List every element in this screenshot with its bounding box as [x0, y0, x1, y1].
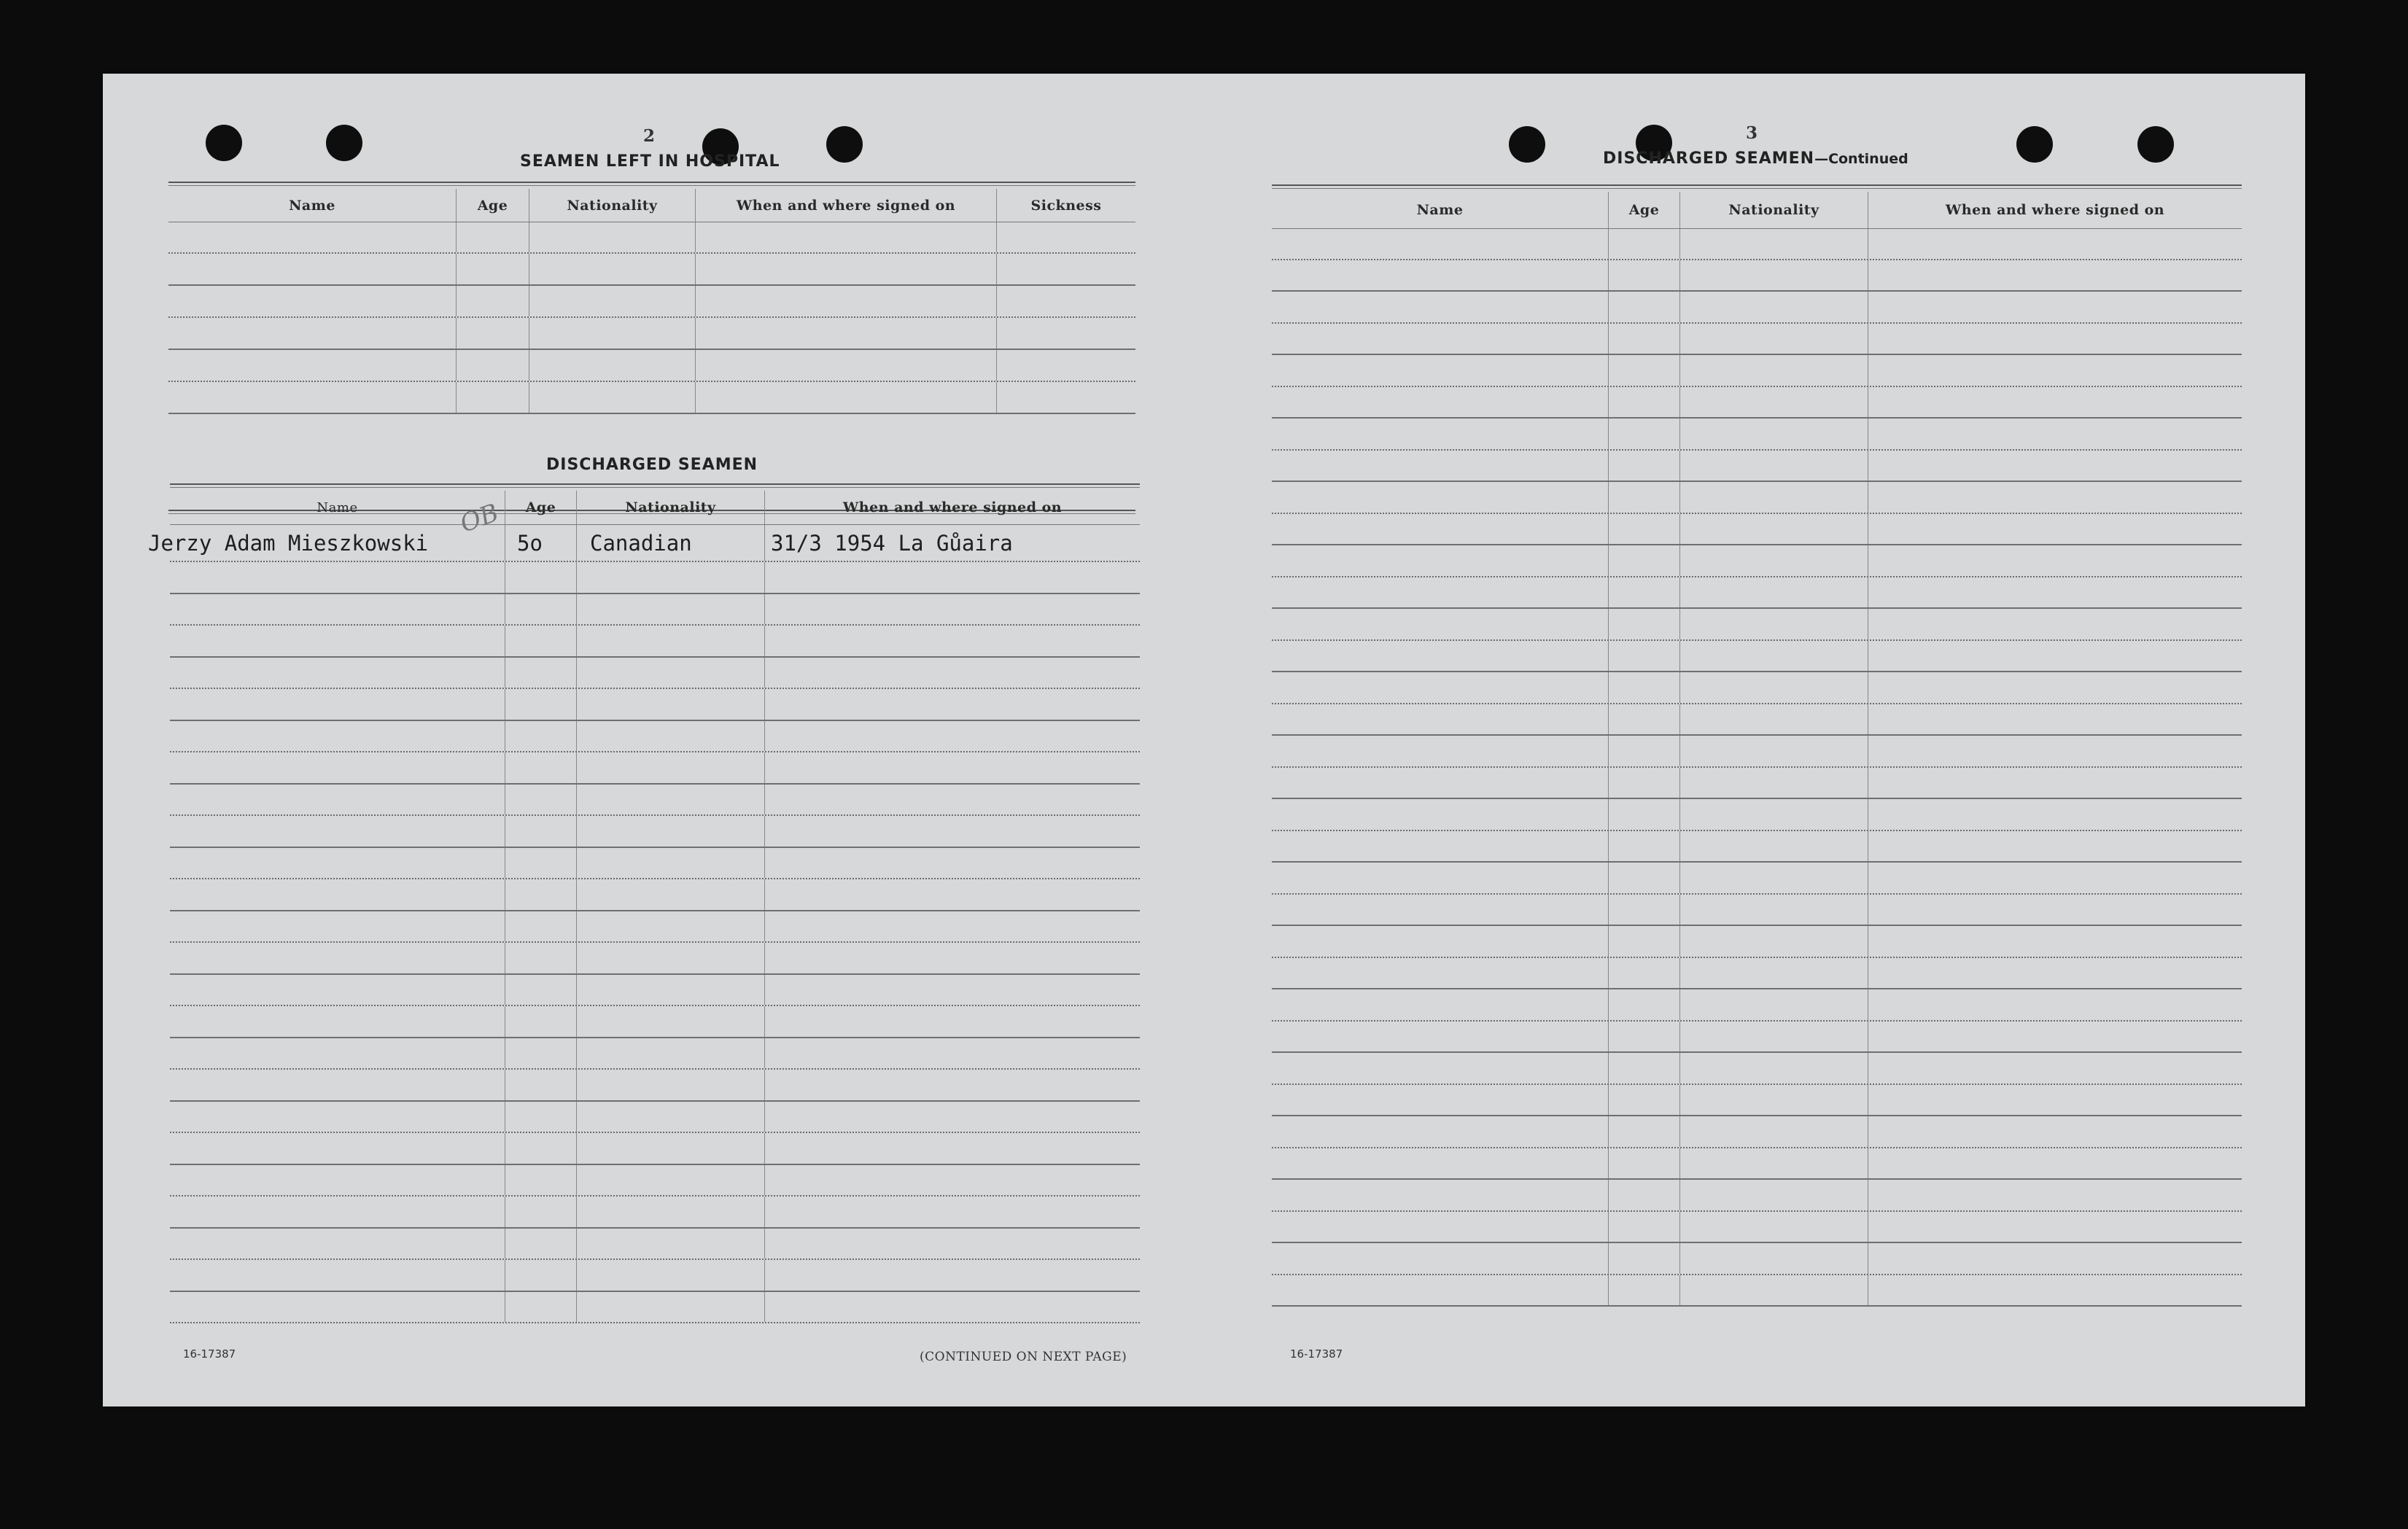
form-number-right: 16-17387 — [1290, 1347, 1343, 1361]
table-row — [170, 943, 1140, 975]
table-row — [1272, 672, 2242, 704]
punch-hole — [826, 126, 863, 163]
header-nationality: Nationality — [1680, 192, 1868, 228]
table-row — [168, 382, 1135, 414]
table-row — [170, 1102, 1140, 1134]
table-row — [1272, 895, 2242, 927]
table-row — [1272, 1116, 2242, 1148]
table-row — [1272, 641, 2242, 673]
table-row — [1272, 545, 2242, 577]
discharged-continued-table — [1272, 184, 2242, 1415]
page-number-right: 3 — [1746, 123, 1758, 143]
table-row — [1272, 1085, 2242, 1117]
table-row — [1272, 768, 2242, 800]
table-row — [1272, 1275, 2242, 1307]
table-row — [170, 1260, 1140, 1292]
table-row — [170, 1229, 1140, 1261]
table-row — [1272, 1148, 2242, 1180]
table-row — [1272, 736, 2242, 768]
table-row — [168, 254, 1135, 286]
table-row — [1272, 355, 2242, 387]
header-name: Name — [170, 491, 505, 524]
header-nationality: Nationality — [529, 189, 696, 222]
table-row — [170, 594, 1140, 626]
table-row — [170, 721, 1140, 753]
punch-hole — [2016, 126, 2053, 163]
table-row — [1272, 799, 2242, 831]
continued-note: (CONTINUED ON NEXT PAGE) — [920, 1350, 1127, 1364]
table-row — [1272, 1243, 2242, 1275]
table-row — [1272, 1180, 2242, 1212]
table-row — [170, 626, 1140, 658]
seaman-age: 5o — [505, 525, 577, 561]
table-row — [170, 816, 1140, 848]
seaman-nationality: Canadian — [577, 525, 765, 561]
table-row — [1272, 514, 2242, 546]
table-row — [170, 689, 1140, 721]
table-row — [1272, 989, 2242, 1022]
initials-mark: OB — [456, 498, 503, 539]
table-row — [1272, 863, 2242, 895]
table-row — [170, 1165, 1140, 1197]
header-sickness: Sickness — [1030, 197, 1102, 214]
register-sheet — [103, 74, 2305, 1407]
page-number-left: 2 — [643, 126, 656, 146]
title-main: DISCHARGED SEAMEN — [1603, 149, 1815, 168]
seaman-name: Jerzy Adam Mieszkowski — [148, 525, 505, 561]
punch-hole — [2137, 126, 2174, 163]
table-row — [170, 1197, 1140, 1229]
header-name: Name — [1272, 192, 1609, 228]
header-age: Age — [1609, 192, 1680, 228]
table-row — [170, 1070, 1140, 1102]
table-row — [170, 975, 1140, 1007]
header-signed-on: When and where signed on — [696, 189, 997, 222]
table-row — [1272, 387, 2242, 419]
table-row — [170, 1038, 1140, 1070]
table-row — [1272, 292, 2242, 324]
table-row — [170, 911, 1140, 944]
table-row — [1272, 609, 2242, 641]
table-row — [170, 1133, 1140, 1165]
table-row — [170, 1006, 1140, 1038]
table-row — [1272, 577, 2242, 610]
discharged-continued-title — [1603, 149, 1908, 168]
discharged-section-title: DISCHARGED SEAMEN — [546, 456, 758, 474]
table-row — [1272, 451, 2242, 483]
punch-hole — [206, 125, 242, 161]
punch-hole — [1509, 126, 1545, 163]
header-signed-on: When and where signed on — [1945, 202, 2165, 218]
table-row — [170, 879, 1140, 911]
table-row — [1272, 482, 2242, 514]
table-row — [170, 1292, 1140, 1324]
title-suffix: —Continued — [1814, 151, 1908, 167]
table-row — [170, 848, 1140, 880]
table-row — [1272, 1212, 2242, 1244]
table-row — [170, 785, 1140, 817]
table-row — [1272, 419, 2242, 451]
header-name: Name — [168, 189, 457, 222]
header-signed-on: When and where signed on — [842, 499, 1063, 515]
table-row — [170, 752, 1140, 785]
form-number-left: 16-17387 — [183, 1347, 236, 1361]
punch-hole — [326, 125, 362, 161]
header-age: Age — [457, 189, 529, 222]
table-row — [1272, 1053, 2242, 1085]
table-row — [1272, 1022, 2242, 1054]
table-row — [148, 524, 1140, 562]
table-row — [1272, 260, 2242, 292]
discharged-table — [148, 483, 1140, 1424]
table-row — [1272, 926, 2242, 958]
table-row — [168, 286, 1135, 318]
table-row — [1272, 704, 2242, 736]
table-row — [1272, 228, 2242, 260]
header-age: Age — [505, 491, 577, 524]
hospital-section-title: SEAMEN LEFT IN HOSPITAL — [520, 152, 780, 171]
table-row — [168, 318, 1135, 350]
table-row — [1272, 831, 2242, 863]
table-row — [168, 350, 1135, 382]
table-row — [168, 222, 1135, 254]
table-row — [1272, 324, 2242, 356]
table-row — [170, 562, 1140, 594]
header-nationality: Nationality — [577, 491, 765, 524]
table-row — [170, 658, 1140, 690]
table-row — [1272, 958, 2242, 990]
seaman-signed-on: 31/3 1954 La Gůaira — [771, 530, 1013, 556]
